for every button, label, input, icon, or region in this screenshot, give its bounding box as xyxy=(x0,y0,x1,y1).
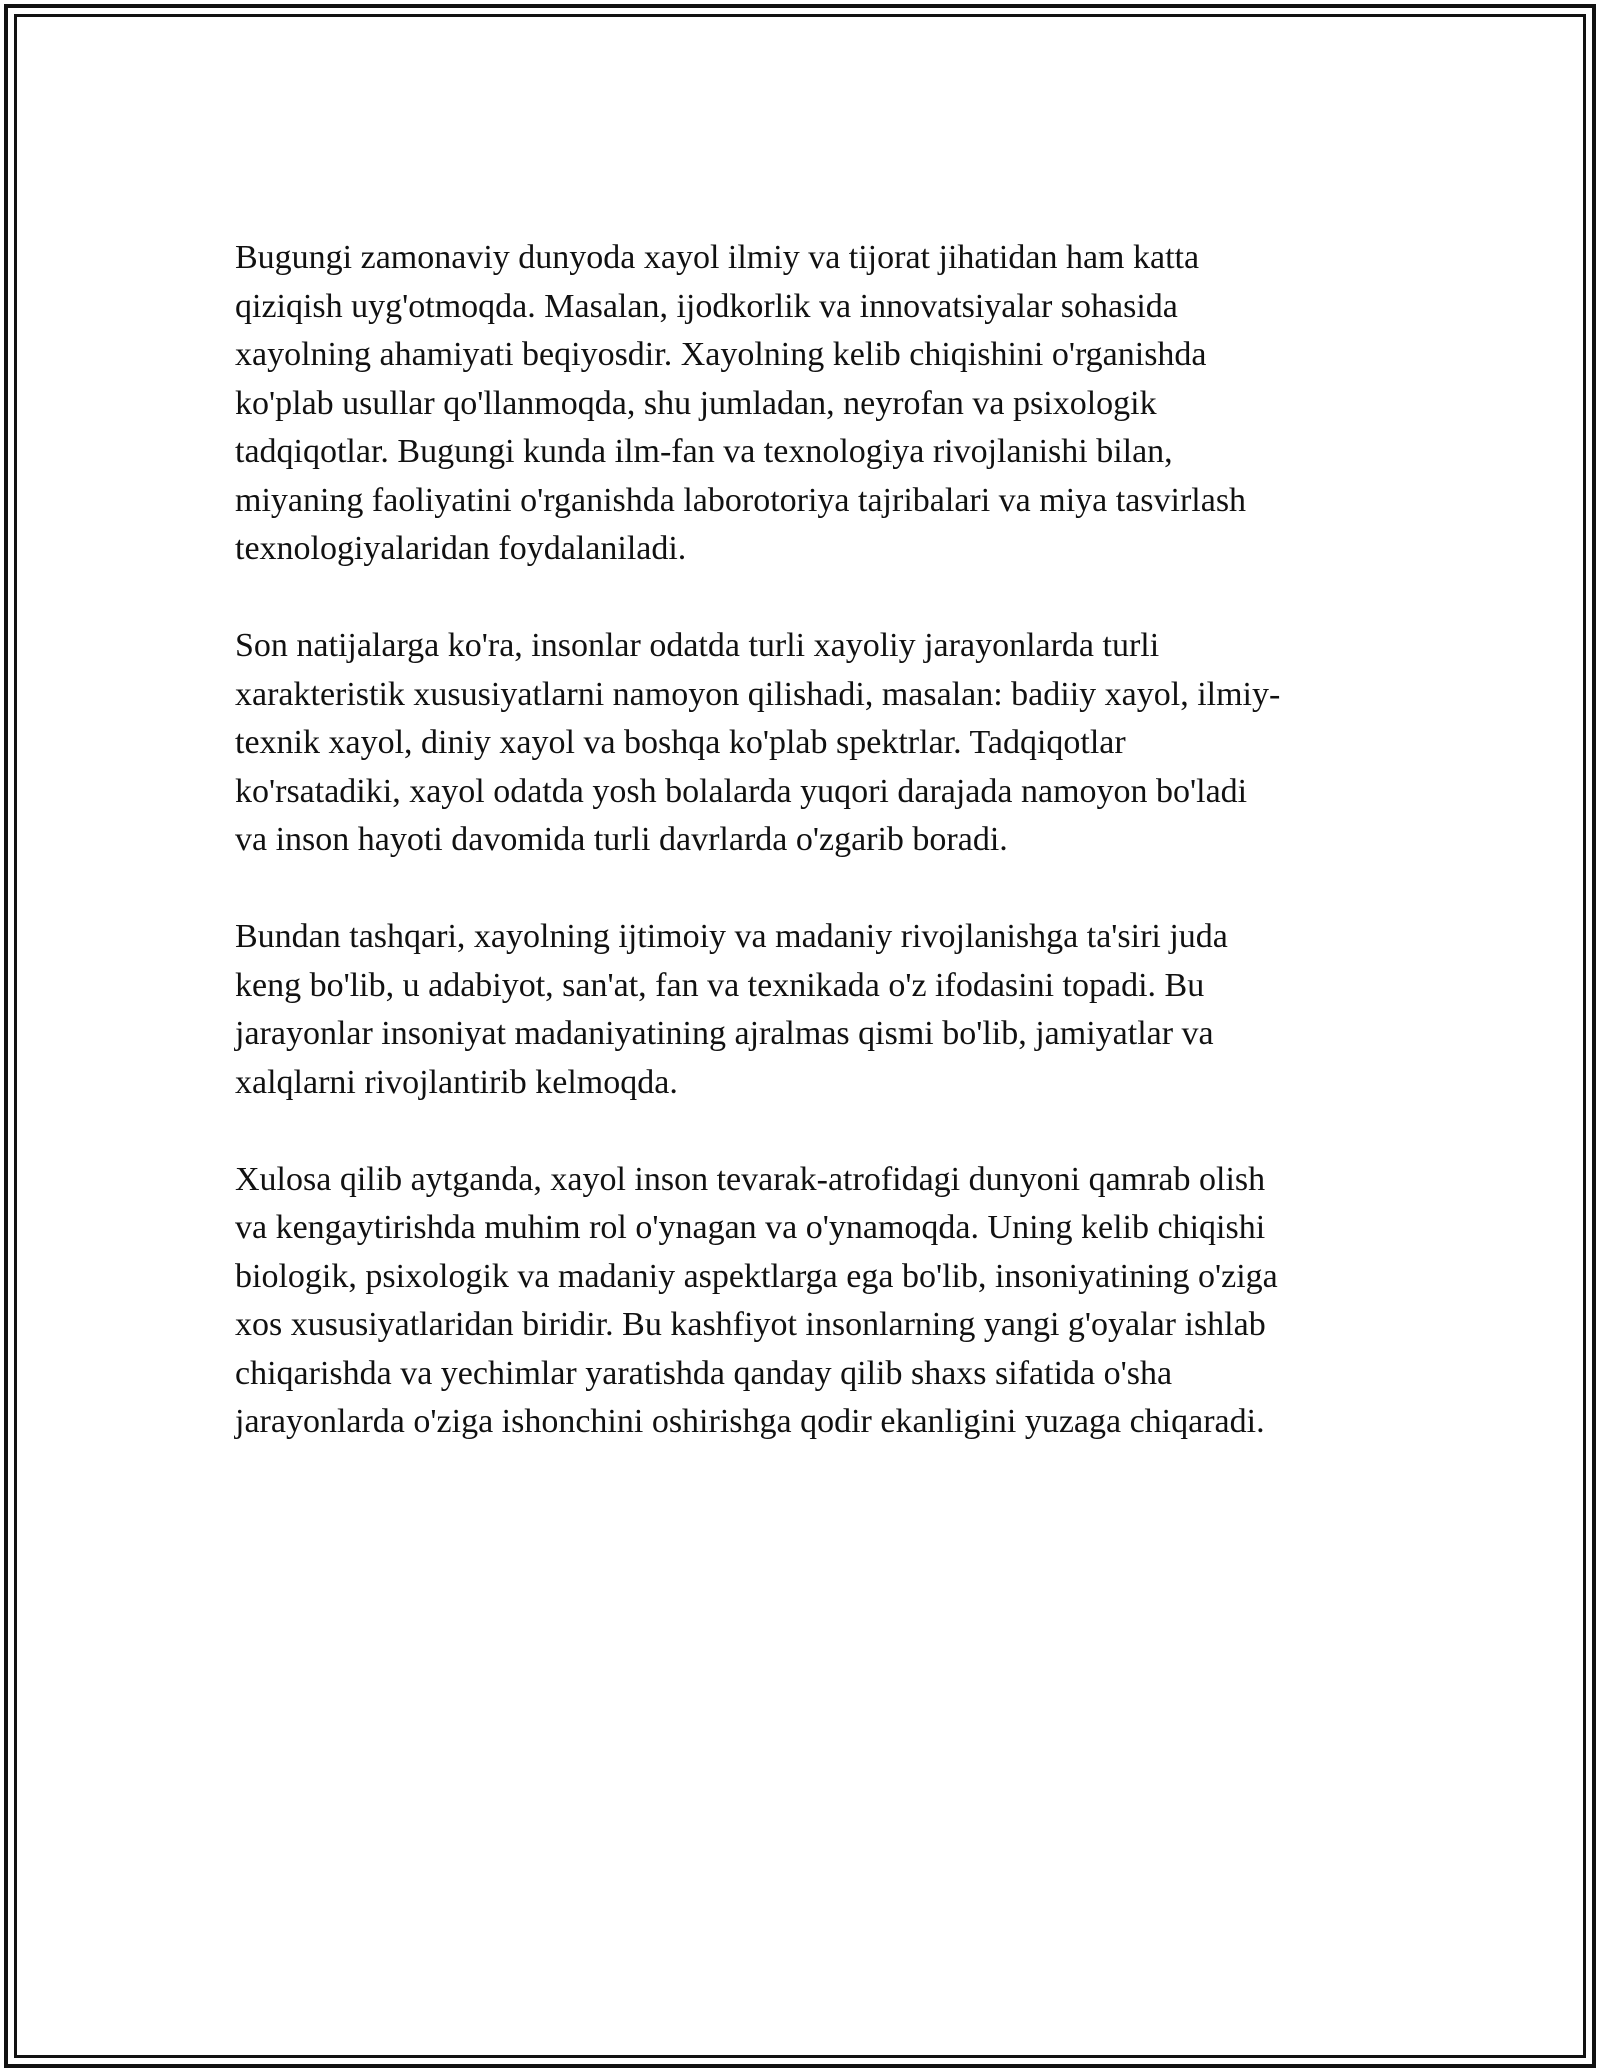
paragraph-line: ko'plab usullar qo'llanmoqda, shu jumladan, neyrofan va psixologik xyxy=(235,384,1157,422)
paragraph-line: Bugungi zamonaviy dunyoda xayol ilmiy va tijorat jihatidan ham katta xyxy=(235,239,1200,276)
paragraph-line: Son natijalarga ko'ra, insonlar odatda turli xayoliy jarayonlarda turli xyxy=(235,627,1160,664)
paragraph-line: xarakteristik xususiyatlarni namoyon qilishadi, masalan: badiiy xayol, ilmiy- xyxy=(235,675,1281,713)
paragraph-line: keng bo'lib, u adabiyot, san'at, fan va texnikada o'z ifodasini topadi. Bu xyxy=(235,966,1205,1004)
paragraph-line: xos xususiyatlaridan biridir. Bu kashfiyot insonlarning yangi g'oyalar ishlab xyxy=(235,1306,1266,1343)
paragraph-line: Bundan tashqari, xayolning ijtimoiy va madaniy rivojlanishga ta'siri juda xyxy=(235,918,1228,955)
paragraph-line: Xulosa qilib aytganda, xayol inson tevarak-atrofidagi dunyoni qamrab olish xyxy=(235,1160,1266,1198)
paragraph-3 xyxy=(235,913,1375,1107)
paragraph-line: jarayonlarda o'ziga ishonchini oshirishga qodir ekanligini yuzaga chiqaradi. xyxy=(235,1403,1265,1440)
paragraph-1 xyxy=(235,234,1375,574)
paragraph-line: qiziqish uyg'otmoqda. Masalan, ijodkorlik va innovatsiyalar sohasida xyxy=(235,287,1178,325)
paragraph-4 xyxy=(235,1156,1375,1447)
paragraph-line: miyaning faoliyatini o'rganishda laborotoriya tajribalari va miya tasvirlash xyxy=(235,481,1247,519)
paragraph-2 xyxy=(235,622,1375,865)
paragraph-line: texnik xayol, diniy xayol va boshqa ko'plab spektrlar. Tadqiqotlar xyxy=(235,724,1126,761)
paragraph-line: xalqlarni rivojlantirib kelmoqda. xyxy=(235,1063,678,1101)
paragraph-line: xayolning ahamiyati beqiyosdir. Xayolning kelib chiqishini o'rganishda xyxy=(235,336,1207,373)
document-body xyxy=(235,234,1375,1495)
paragraph-line: chiqarishda va yechimlar yaratishda qanday qilib shaxs sifatida o'sha xyxy=(235,1354,1173,1392)
paragraph-line: jarayonlar insoniyat madaniyatining ajralmas qismi bo'lib, jamiyatlar va xyxy=(235,1015,1214,1052)
paragraph-line: texnologiyalaridan foydalaniladi. xyxy=(235,530,687,567)
paragraph-line: va kengaytirishda muhim rol o'ynagan va o'ynamoqda. Uning kelib chiqishi xyxy=(235,1209,1266,1246)
paragraph-line: ko'rsatadiki, xayol odatda yosh bolalarda yuqori darajada namoyon bo'ladi xyxy=(235,772,1248,810)
paragraph-line: biologik, psixologik va madaniy aspektlarga ega bo'lib, insoniyatining o'ziga xyxy=(235,1257,1278,1295)
paragraph-line: tadqiqotlar. Bugungi kunda ilm-fan va texnologiya rivojlanishi bilan, xyxy=(235,433,1173,470)
paragraph-line: va inson hayoti davomida turli davrlarda o'zgarib boradi. xyxy=(235,821,1008,858)
